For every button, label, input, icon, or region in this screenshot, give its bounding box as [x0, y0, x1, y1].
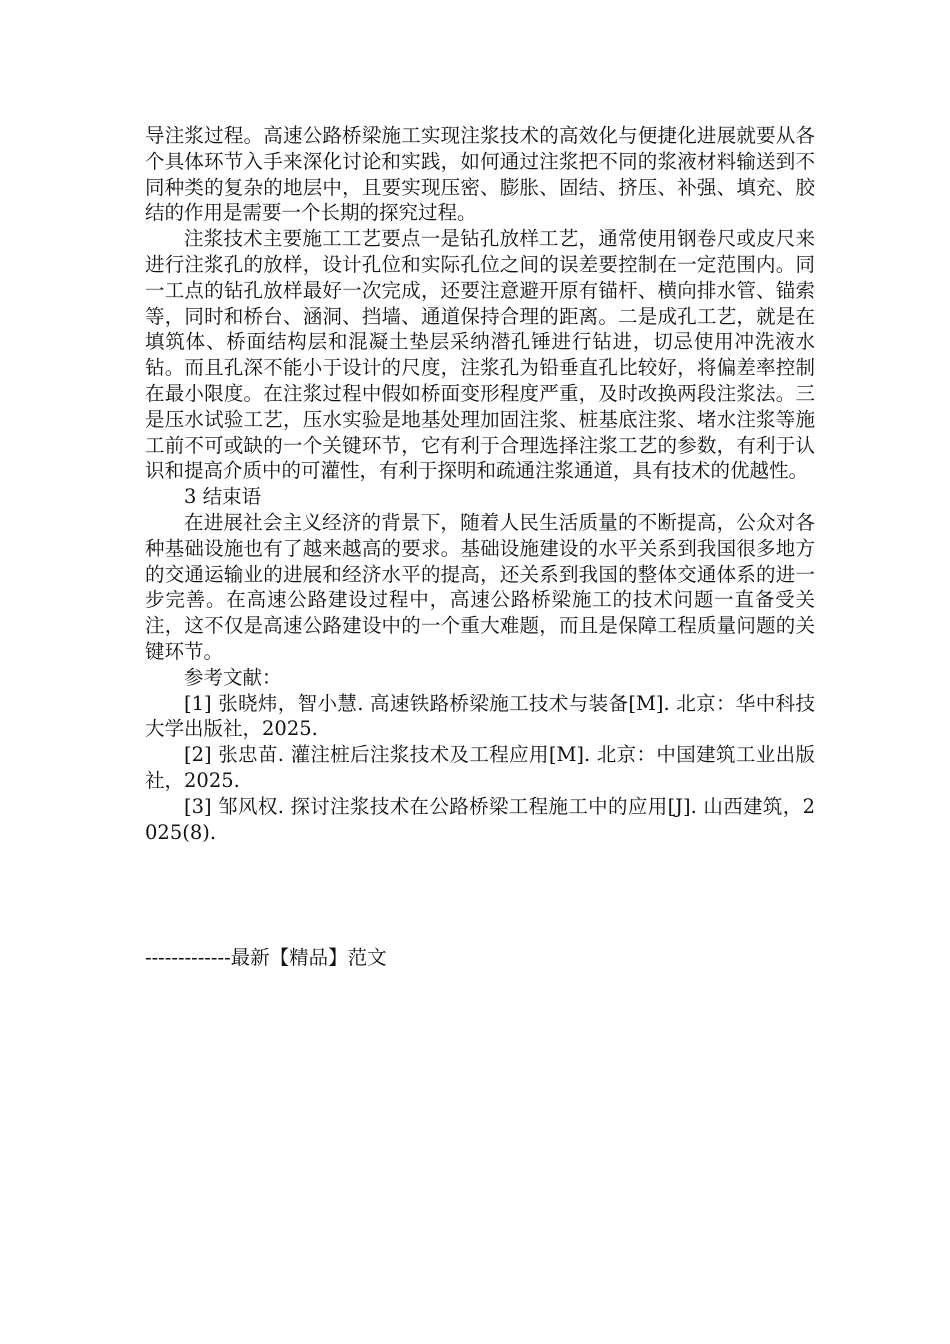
reference-item-2: [2] 张忠苗. 灌注桩后注浆技术及工程应用[M]. 北京：中国建筑工业出版社，2025.	[145, 743, 815, 792]
reference-item-1: [1] 张晓炜，智小慧. 高速铁路桥梁施工技术与装备[M]. 北京：华中科技大学出版社，2025.	[145, 691, 815, 741]
section-heading-conclusion: 3 结束语	[184, 485, 262, 509]
references-title: 参考文献：	[184, 665, 282, 689]
paragraph-conclusion: 在进展社会主义经济的背景下，随着人民生活质量的不断提高，公众对各种基础设施也有了越来越高的要求。基础设施建设的水平关系到我国很多地方的交通运输业的进展和经济水平的提高，还关系到我国的整体交通体系的进一步完善。在高速公路建设过程中，高速公路桥梁施工的技术问题一直备受关注，这不仅是高速公路建设中的一个重大难题，而且是保障工程质量问题的关键环节。	[145, 510, 815, 663]
reference-item-3: [3] 邹风权. 探讨注浆技术在公路桥梁工程施工中的应用[J]. 山西建筑，2025(8).	[145, 794, 815, 844]
paragraph-continuation: 导注浆过程。高速公路桥梁施工实现注浆技术的高效化与便捷化进展就要从各个具体环节入手来深化讨论和实践，如何通过注浆把不同的浆液材料输送到不同种类的复杂的地层中，且要实现压密、膨胀、固结、挤压、补强、填充、胶结的作用是需要一个长期的探究过程。	[145, 124, 815, 225]
footer-banner: -------------最新【精品】范文	[145, 946, 387, 969]
paragraph-grouting-process: 注浆技术主要施工工艺要点一是钻孔放样工艺，通常使用钢卷尺或皮尺来进行注浆孔的放样，设计孔位和实际孔位之间的误差要控制在一定范围内。同一工点的钻孔放样最好一次完成，还要注意避开原有锚杆、横向排水管、锚索等，同时和桥台、涵洞、挡墙、通道保持合理的距离。二是成孔工艺，就是在填筑体、桥面结构层和混凝土垫层采纳潜孔锤进行钻进，切忌使用冲洗液水钻。而且孔深不能小于设计的尺度，注浆孔为铅垂直孔比较好，将偏差率控制在最小限度。在注浆过程中假如桥面变形程度严重，及时改换两段注浆法。三是压水试验工艺，压水实验是地基处理加固注浆、桩基底注浆、堵水注浆等施工前不可或缺的一个关键环节，它有利于合理选择注浆工艺的参数，有利于认识和提高介质中的可灌性，有利于探明和疏通注浆通道，具有技术的优越性。	[145, 227, 815, 483]
document-body	[145, 123, 815, 845]
